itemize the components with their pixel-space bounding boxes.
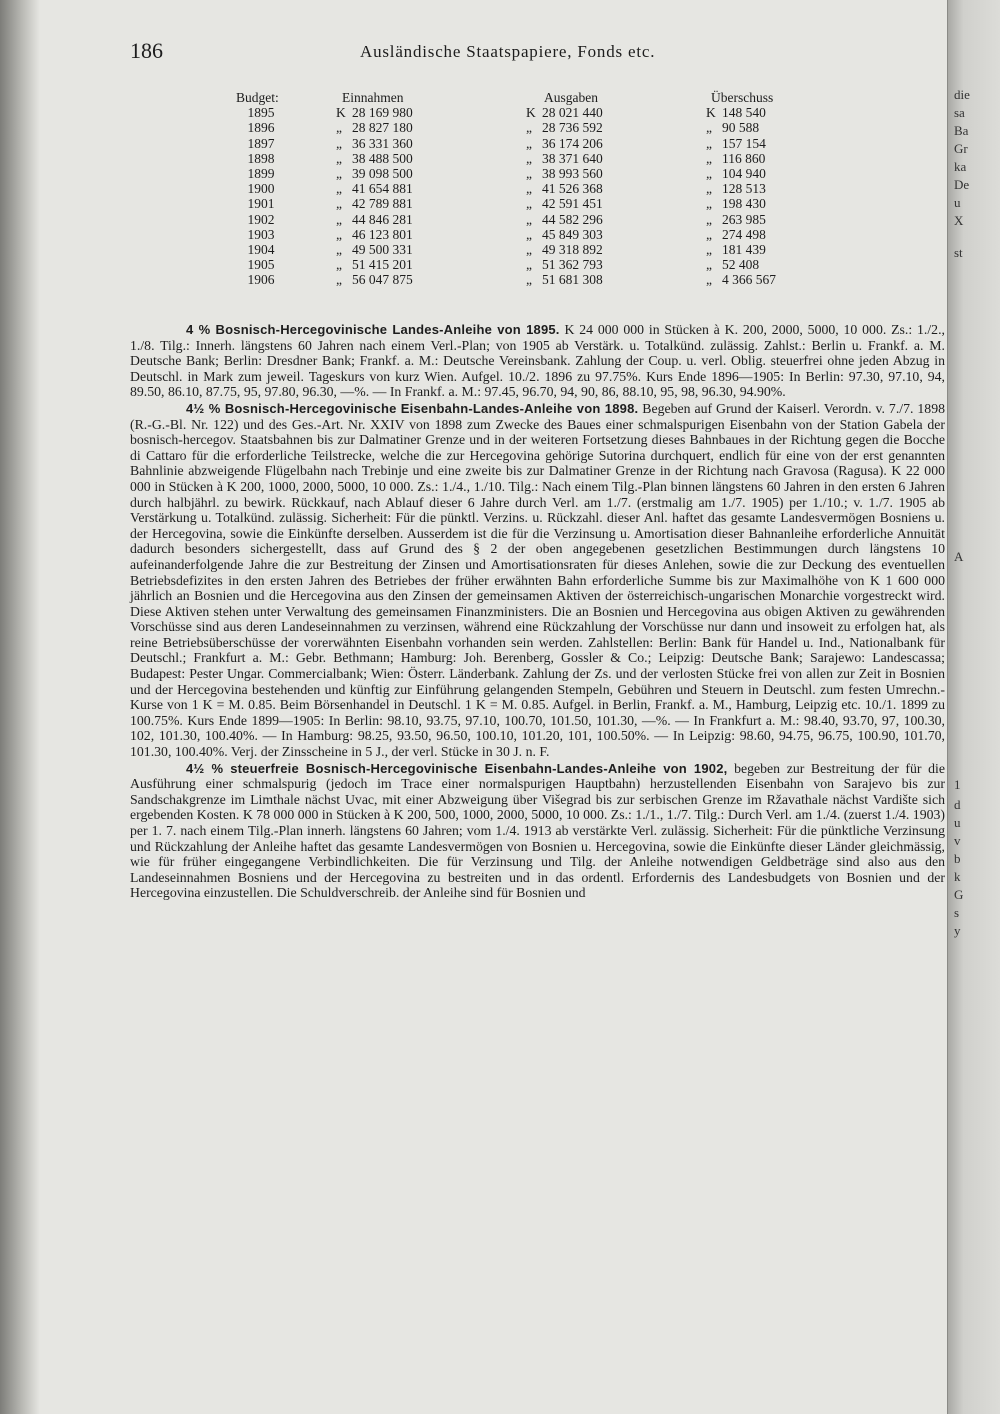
table-row [236, 181, 836, 196]
margin-fragment: u [954, 815, 961, 830]
income-value: 49 500 331 [352, 241, 413, 257]
expense-value: 38 993 560 [542, 165, 603, 181]
budget-table-header [236, 90, 836, 105]
surplus-prefix: „ [706, 211, 712, 227]
budget-year: 1900 [247, 181, 275, 197]
income-prefix: K [336, 105, 346, 121]
expense-prefix: „ [526, 120, 532, 136]
margin-fragment: A [954, 549, 964, 564]
expense-value: 49 318 892 [542, 241, 603, 257]
expense-prefix: K [526, 105, 536, 121]
surplus-value: 198 430 [722, 196, 766, 212]
income-value: 56 047 875 [352, 272, 413, 288]
budget-year: 1899 [247, 165, 275, 181]
expense-value: 38 371 640 [542, 150, 603, 166]
income-value: 51 415 201 [352, 257, 413, 273]
surplus-prefix: „ [706, 181, 712, 197]
expense-prefix: „ [526, 272, 532, 288]
header-expense: Ausgaben [544, 90, 598, 105]
surplus-value: 148 540 [722, 105, 766, 121]
budget-table [236, 90, 836, 287]
expense-prefix: „ [526, 211, 532, 227]
income-prefix: „ [336, 226, 342, 242]
surplus-prefix: „ [706, 257, 712, 273]
surplus-value: 128 513 [722, 181, 766, 197]
income-prefix: „ [336, 181, 342, 197]
margin-fragment: k [954, 869, 961, 884]
budget-year: 1905 [247, 257, 275, 273]
margin-fragment: Ba [954, 123, 969, 138]
loan-section [130, 401, 945, 760]
expense-prefix: „ [526, 196, 532, 212]
income-prefix: „ [336, 165, 342, 181]
expense-prefix: „ [526, 181, 532, 197]
expense-prefix: „ [526, 165, 532, 181]
expense-value: 44 582 296 [542, 211, 603, 227]
expense-value: 28 021 440 [542, 105, 603, 121]
table-row [236, 212, 836, 227]
income-value: 44 846 281 [352, 211, 413, 227]
margin-fragment: Gr [954, 141, 968, 156]
section-text: K 24 000 000 in Stücken à K. 200, 2000, 5000, 10 000. Zs.: 1./2., 1./8. Tilg.: Innerh. längstens 60 Jahren nach einem Verl.-Plan; von 1905 ab Verstärk. u. Totalkünd. zulässig. Zahlst.: Berlin u. Frankf. a. M. Deutsche Bank; Berlin: Dresdner Bank; Frankf. a. M.: Deutsche Vereinsbank. Zahlung der Coup. u. verl. Oblig. steuerfrei ohne jeden Abzug in Deutschl. in Mark zum jeweil. Tageskurs von kurz Wien. Aufgel. 10./2. 1896 zu 97.75%. Kurs Ende 1896—1905: In Berlin: 97.30, 97.10, 94, 89.50, 86.10, 87.75, 95, 97.80, 96.30, —%. — In Frankf. a. M.: 97.45, 96.70, 94, 90, 86, 88.10, 95, 98, 96.30, 94.90%. [130, 322, 945, 400]
header-surplus: Überschuss [711, 90, 774, 105]
table-row [236, 105, 836, 120]
facing-page-edge [947, 0, 1000, 1414]
budget-year: 1902 [247, 211, 275, 227]
surplus-value: 90 588 [722, 120, 760, 136]
surplus-prefix: „ [706, 226, 712, 242]
surplus-value: 104 940 [722, 165, 766, 181]
surplus-value: 116 860 [722, 150, 766, 166]
surplus-value: 181 439 [722, 241, 766, 257]
surplus-prefix: „ [706, 165, 712, 181]
book-spine-shadow [0, 0, 40, 1414]
margin-fragment: De [954, 177, 970, 192]
margin-fragment: ka [954, 159, 967, 174]
section-heading [186, 322, 560, 337]
table-row [236, 242, 836, 257]
income-value: 39 098 500 [352, 165, 413, 181]
table-row [236, 151, 836, 166]
surplus-prefix: „ [706, 272, 712, 288]
section-text: begeben zur Bestreitung der für die Ausführung einer schmalspurig (jedoch im Trace einer normalspurigen Hauptbahn) herzustellenden Eisenbahn von Sarajevo bis zur Sandschakgrenze im Limthale nächst Uvac, mit einer Abzweigung über Višegrad bis zur serbischen Grenze im Ržavathale nächst Vardište sich ergebenden Kosten. K 78 000 000 in Stücken à K 200, 500, 1000, 2000, 5000, 10 000. Zs.: 1./1., 1./7. Tilg.: Durch Verl. am 1./4. (zuerst 1./4. 1903) per 1. 7. nach einem Tilg.-Plan innerh. längstens 60 Jahren; vom 1./4. 1913 ab verstärkte Verl. zulässig. Sicherheit: Für die pünktliche Verzinsung und Rückzahlung der Anleihe haftet das gesamte Landesvermögen von Bosnien u. Hercegovina, sowie die Einkünfte dieser Länder gleichmässig, wie für früher eingegangene Verbindlichkeiten. Die für Verzinsung und Tilg. der Anleihe notwendigen Geldbeträge sind also aus den Landeseinnahmen Bosniens und der Hercegovina zu bestreiten und in das ordentl. Erfordernis des Landesbudgets von Bosnien und der Hercegovina einzustellen. Die Schuldverschreib. der Anleihe sind für Bosnien und [130, 760, 945, 901]
income-prefix: „ [336, 272, 342, 288]
margin-fragment: v [954, 833, 961, 848]
table-row [236, 136, 836, 151]
budget-year: 1896 [247, 120, 275, 136]
interest-rate: 4½ % [186, 760, 224, 776]
income-value: 41 654 881 [352, 181, 413, 197]
margin-fragment: G [954, 887, 964, 902]
budget-year: 1901 [247, 196, 275, 212]
margin-fragment: u [954, 195, 961, 210]
table-row [236, 257, 836, 272]
surplus-prefix: „ [706, 241, 712, 257]
income-prefix: „ [336, 196, 342, 212]
budget-year: 1898 [247, 150, 275, 166]
expense-prefix: „ [526, 226, 532, 242]
surplus-value: 52 408 [722, 257, 760, 273]
page-number: 186 [130, 38, 163, 63]
budget-year: 1895 [247, 105, 275, 121]
expense-value: 28 736 592 [542, 120, 603, 136]
header-budget: Budget: [236, 90, 279, 105]
section-heading [186, 401, 638, 416]
expense-value: 36 174 206 [542, 135, 603, 151]
margin-fragment: X [954, 213, 964, 228]
expense-prefix: „ [526, 241, 532, 257]
interest-rate: 4 % [186, 322, 211, 337]
income-value: 28 169 980 [352, 105, 413, 121]
section-heading [186, 761, 727, 776]
budget-table-body [236, 105, 836, 287]
margin-fragment: b [954, 851, 961, 866]
header-income: Einnahmen [342, 90, 404, 105]
surplus-prefix: „ [706, 135, 712, 151]
surplus-value: 4 366 567 [722, 272, 776, 288]
budget-year: 1904 [247, 241, 275, 257]
margin-fragment: die [954, 87, 970, 102]
loan-section [130, 322, 945, 400]
budget-year: 1903 [247, 226, 275, 242]
margin-fragment: s [954, 905, 960, 920]
table-row [236, 196, 836, 211]
expense-value: 51 362 793 [542, 257, 603, 273]
income-value: 38 488 500 [352, 150, 413, 166]
page-header [130, 38, 930, 68]
margin-fragment: y [954, 923, 961, 938]
expense-value: 51 681 308 [542, 272, 603, 288]
budget-year: 1906 [247, 272, 275, 288]
income-value: 36 331 360 [352, 135, 413, 151]
table-row [236, 120, 836, 135]
income-prefix: „ [336, 120, 342, 136]
margin-fragment: d [954, 797, 961, 812]
income-value: 46 123 801 [352, 226, 413, 242]
expense-value: 41 526 368 [542, 181, 603, 197]
expense-prefix: „ [526, 257, 532, 273]
surplus-prefix: „ [706, 150, 712, 166]
margin-fragment: sa [954, 105, 965, 120]
margin-fragment: st [954, 245, 963, 260]
surplus-value: 274 498 [722, 226, 766, 242]
loan-title: Bosnisch-Hercegovinische Eisenbahn-Landes-Anleihe von 1898. [220, 400, 639, 416]
section-text: Begeben auf Grund der Kaiserl. Verordn. v. 7./7. 1898 (R.-G.-Bl. Nr. 122) und des Ges.-Art. Nr. XXIV von 1898 zum Zwecke des Baues einer schmalspurigen Eisenbahn von der Station Gabela der bosnisch-hercegov. Staatsbahnen bis zur Dalmatiner Grenze und in der weiteren Fortsetzung dieses Bahnbaues in der Richtung gegen die Bocche di Cattaro für die erforderliche Teilstrecke, welche die zur Hercegovina gehörige Sutorina durchquert, endlich für eine von der erst genannten Bahnlinie abzweigende Flügelbahn nach Trebinje und eine zweite bis zur Dalmatiner Grenze in der Richtung nach Gravosa (Ragusa). K 22 000 000 in Stücken à K 200, 1000, 2000, 5000, 10 000. Zs.: 1./4., 1./10. Tilg.: Nach einem Tilg.-Plan binnen längstens 60 Jahren in den ersten 6 Jahren durch halbjährl. zu bewirk. Rückkauf, nach Ablauf dieser 6 Jahre durch Verl. am 1./7. (erstmalig am 1./7. 1905) per 1./10.; v. 1./7. 1905 ab Verstärkung u. Totalkünd. zulässig. Sicherheit: Für die pünktl. Verzins. u. Rückzahl. dieser Anl. haftet das gesamte Landesvermögen Bosniens u. der Hercegovina, sowie die Einkünfte derselben. Ausserdem ist die für die Verzinsung u. Amortisation dieser Bahnanleihe erforderliche Annuität dadurch besonders sichergestellt, dass auf Grund des § 2 der oben angegebenen gesetzlichen Bestimmungen durch längstens 10 aufeinanderfolgende Jahre die zur Bestreitung der Zinsen und Amortisationsraten für dieses Anlehen, sowie die zur Deckung des eventuellen Betriebsdefizites in den ersten Jahren des Betriebes der früher erwähnten Bahn erforderliche Summe bis zur Maximalhöhe von K 1 600 000 jährlich an Bosnien und die Hercegovina aus den Zinsen der gemeinsamen Aktiven der österreichisch-ungarischen Monarchie vorgestreckt wird. Diese Aktiven stehen unter Verwaltung des gemeinsamen Finanzministers. Die an Bosnien und Hercegovina aus obigen Aktiven zu gewährenden Vorschüsse sind aus deren Landeseinnahmen zu verzinsen, während eine Rückzahlung der Vorschüsse nur dann und insoweit zu erfolgen hat, als reine Betriebsüberschüsse der vorerwähnten Eisenbahn vorhanden sein werden. Zahlstellen: Berlin: Bank für Handel u. Ind., Nationalbank für Deutschl.; Frankfurt a. M.: Gebr. Bethmann; Hamburg: Joh. Berenberg, Gossler & Co.; Leipzig: Deutsche Bank; Sarajewo: Landescassa; Budapest: Pester Ungar. Commercialbank; Wien: Österr. Länderbank. Zahlung der Zs. und der verlosten Stücke frei von allen zur Zeit in Bosnien und der Hercegovina bestehenden und künftig zur Einführung gelangenden Stempeln, Gebühren und Steuern in Deutschl. zum festen Umrechn.-Kurse von 1 K = M. 0.85. Beim Börsenhandel in Deutschl. 1 K = M. 0.85. Aufgel. in Berlin, Frankf. a. M., Hamburg, Leipzig etc. 10./1. 1899 zu 100.75%. Kurs Ende 1899—1905: In Berlin: 98.10, 93.75, 97.10, 100.70, 101.50, 101.30, —%. — In Frankfurt a. M.: 98.40, 93.70, 97, 100.30, 102, 101.30, 100.40%. — In Hamburg: 98.25, 93.50, 96.50, 100.10, 101.20, 101, 100.50%. — In Leipzig: 98.60, 94.75, 96.75, 100.90, 101.70, 101.30, 100.40%. Verj. der Zinsscheine in 5 J., der verl. Stücke in 30 J. n. F. [130, 400, 945, 760]
margin-fragment: 1 [954, 777, 961, 792]
loan-section [130, 761, 945, 901]
income-prefix: „ [336, 150, 342, 166]
expense-prefix: „ [526, 150, 532, 166]
body-text [130, 322, 945, 901]
expense-value: 42 591 451 [542, 196, 603, 212]
loan-title: Bosnisch-Hercegovinische Landes-Anleihe von 1895. [210, 322, 560, 337]
income-prefix: „ [336, 135, 342, 151]
table-row [236, 227, 836, 242]
running-title: Ausländische Staatspapiere, Fonds etc. [360, 42, 656, 61]
expense-value: 45 849 303 [542, 226, 603, 242]
income-value: 42 789 881 [352, 196, 413, 212]
income-prefix: „ [336, 257, 342, 273]
surplus-value: 263 985 [722, 211, 766, 227]
surplus-prefix: K [706, 105, 716, 121]
table-row [236, 166, 836, 181]
budget-year: 1897 [247, 135, 275, 151]
expense-prefix: „ [526, 135, 532, 151]
table-row [236, 272, 836, 287]
income-prefix: „ [336, 211, 342, 227]
income-prefix: „ [336, 241, 342, 257]
surplus-value: 157 154 [722, 135, 766, 151]
surplus-prefix: „ [706, 196, 712, 212]
interest-rate: 4½ % [186, 400, 221, 416]
loan-title: steuerfreie Bosnisch-Hercegovinische Eisenbahn-Landes-Anleihe von 1902, [223, 760, 728, 776]
income-value: 28 827 180 [352, 120, 413, 136]
surplus-prefix: „ [706, 120, 712, 136]
